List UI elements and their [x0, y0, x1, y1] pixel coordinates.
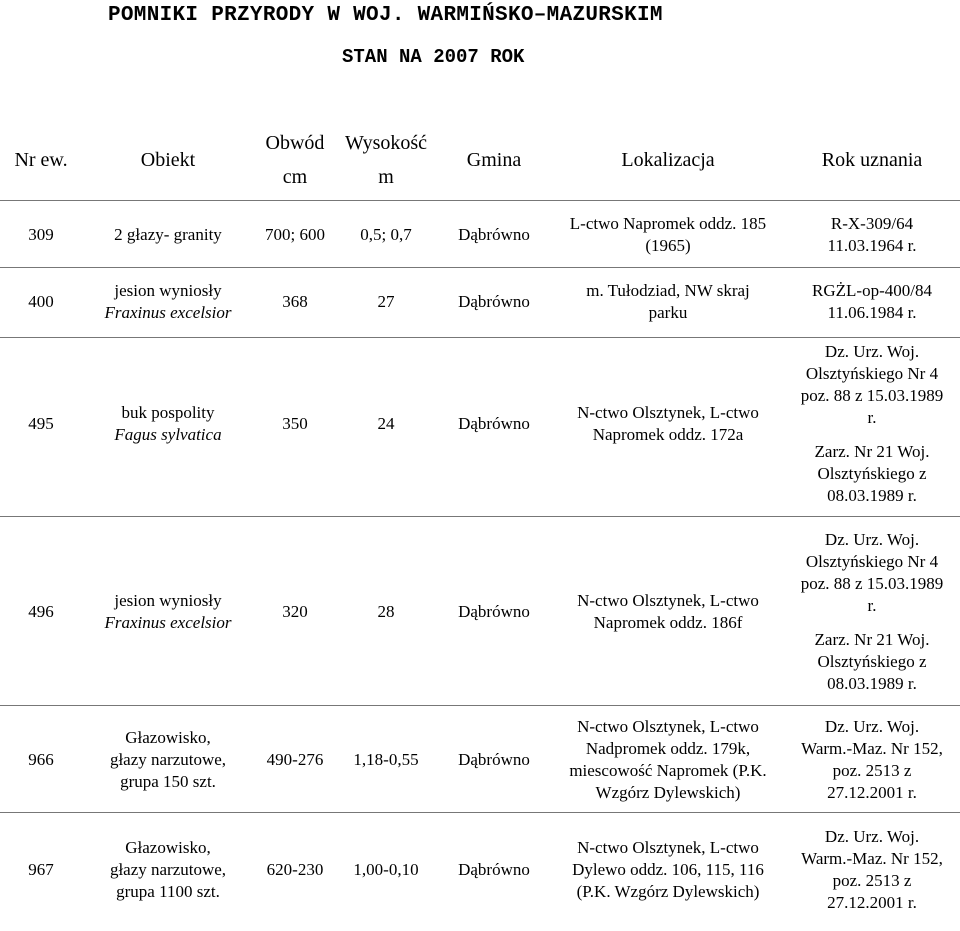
row-divider — [0, 337, 960, 338]
cell-text: N-ctwo Olsztynek, L-ctwo — [577, 591, 759, 610]
cell-text: 700; 600 — [265, 225, 325, 244]
cell-text: R-X-309/64 — [830, 214, 914, 233]
cell-text: głazy narzutowe, — [109, 860, 227, 879]
cell-text: Dz. Urz. Woj. — [824, 717, 920, 736]
cell-text: poz. 2513 z — [832, 761, 912, 780]
cell-text: r. — [867, 596, 877, 615]
cell-lokalizacja — [552, 712, 784, 808]
cell-text: 27.12.2001 r. — [827, 893, 917, 912]
cell-text: (1965) — [645, 236, 691, 255]
cell-text: Dz. Urz. Woj. — [824, 530, 920, 549]
header-text: cm — [282, 166, 308, 188]
cell-wysokosc — [336, 712, 436, 808]
cell-text: 11.03.1964 r. — [827, 236, 917, 255]
cell-text: 320 — [282, 602, 308, 621]
latin-name: Fraxinus excelsior — [104, 613, 232, 632]
row-divider — [0, 267, 960, 268]
cell-text: 08.03.1989 r. — [827, 674, 917, 693]
cell-lokalizacja — [552, 818, 784, 922]
cell-obiekt — [82, 270, 254, 334]
cell-text: Dąbrówno — [458, 414, 530, 433]
header-wysokosc — [336, 122, 436, 198]
cell-obwod — [254, 712, 336, 808]
cell-text: 620-230 — [266, 860, 324, 879]
cell-gmina — [436, 712, 552, 808]
header-obiekt — [82, 122, 254, 198]
header-text: Gmina — [466, 149, 522, 171]
cell-wysokosc — [336, 340, 436, 508]
cell-rok — [784, 340, 960, 508]
cell-wysokosc — [336, 205, 436, 265]
cell-text: 11.06.1984 r. — [827, 303, 917, 322]
cell-text: 1,18-0,55 — [353, 750, 419, 769]
cell-text: Nadpromek oddz. 179k, — [585, 739, 751, 758]
cell-lokalizacja — [552, 270, 784, 334]
cell-text: 27.12.2001 r. — [827, 783, 917, 802]
cell-text: Dz. Urz. Woj. — [824, 827, 920, 846]
cell-text: Zarz. Nr 21 Woj. — [814, 442, 930, 461]
cell-text: 490-276 — [266, 750, 324, 769]
cell-obwod — [254, 525, 336, 699]
header-text: Obwód — [265, 132, 325, 154]
cell-text: Warm.-Maz. Nr 152, — [801, 849, 943, 868]
cell-text: Dąbrówno — [458, 602, 530, 621]
header-text: m — [378, 166, 394, 188]
row-divider — [0, 200, 960, 201]
latin-name: Fraxinus excelsior — [104, 303, 232, 322]
cell-text: głazy narzutowe, — [109, 750, 227, 769]
cell-text: poz. 2513 z — [832, 871, 912, 890]
row-divider — [0, 812, 960, 813]
cell-text: parku — [648, 303, 688, 322]
cell-text: Dąbrówno — [458, 860, 530, 879]
cell-text: Napromek oddz. 186f — [593, 613, 743, 632]
cell-nr — [0, 818, 82, 922]
cell-text: 08.03.1989 r. — [827, 486, 917, 505]
cell-text: 400 — [28, 292, 54, 311]
cell-rok — [784, 270, 960, 334]
header-lokalizacja — [552, 122, 784, 198]
cell-text: Dylewo oddz. 106, 115, 116 — [572, 860, 764, 879]
header-gmina — [436, 122, 552, 198]
header-text: Obiekt — [140, 149, 196, 171]
cell-text: 27 — [377, 292, 395, 311]
cell-text: RGŻL-op-400/84 — [812, 281, 932, 300]
cell-gmina — [436, 525, 552, 699]
cell-wysokosc — [336, 818, 436, 922]
cell-obiekt — [82, 712, 254, 808]
cell-text: Dąbrówno — [458, 750, 530, 769]
cell-text: 368 — [282, 292, 308, 311]
cell-text: Napromek oddz. 172a — [592, 425, 744, 444]
cell-text: buk pospolity — [121, 403, 215, 422]
cell-lokalizacja — [552, 205, 784, 265]
cell-nr — [0, 340, 82, 508]
cell-text: poz. 88 z 15.03.1989 — [800, 574, 944, 593]
cell-text: Olsztyńskiego z — [817, 464, 927, 483]
cell-obiekt — [82, 340, 254, 508]
cell-obiekt — [82, 818, 254, 922]
document-subtitle: STAN NA 2007 ROK — [342, 46, 525, 68]
cell-obwod — [254, 205, 336, 265]
cell-wysokosc — [336, 525, 436, 699]
cell-text: jesion wyniosły — [114, 281, 222, 300]
cell-text: Zarz. Nr 21 Woj. — [814, 630, 930, 649]
cell-text: grupa 1100 szt. — [116, 882, 220, 901]
cell-obwod — [254, 270, 336, 334]
cell-text: grupa 150 szt. — [120, 772, 216, 791]
cell-text: 1,00-0,10 — [353, 860, 419, 879]
cell-text: 309 — [28, 225, 54, 244]
cell-text: Wzgórz Dylewskich) — [595, 783, 741, 802]
cell-nr — [0, 525, 82, 699]
cell-text: 0,5; 0,7 — [360, 225, 412, 244]
cell-wysokosc — [336, 270, 436, 334]
cell-text: Olsztyńskiego z — [817, 652, 927, 671]
cell-rok — [784, 525, 960, 699]
cell-gmina — [436, 205, 552, 265]
latin-name: Fagus sylvatica — [114, 425, 222, 444]
cell-text: (P.K. Wzgórz Dylewskich) — [576, 882, 760, 901]
cell-obiekt — [82, 205, 254, 265]
cell-text: Dąbrówno — [458, 225, 530, 244]
cell-text: Olsztyńskiego Nr 4 — [805, 552, 939, 571]
cell-text: 495 — [28, 414, 54, 433]
cell-rok — [784, 712, 960, 808]
cell-lokalizacja — [552, 340, 784, 508]
cell-gmina — [436, 818, 552, 922]
cell-text: 967 — [28, 860, 54, 879]
cell-obiekt — [82, 525, 254, 699]
cell-text: m. Tułodziad, NW skraj — [586, 281, 750, 300]
cell-text: Olsztyńskiego Nr 4 — [805, 364, 939, 383]
cell-text: Głazowisko, — [125, 728, 211, 747]
cell-lokalizacja — [552, 525, 784, 699]
cell-text: Warm.-Maz. Nr 152, — [801, 739, 943, 758]
cell-obwod — [254, 340, 336, 508]
cell-nr — [0, 205, 82, 265]
header-obwod — [254, 122, 336, 198]
header-text: Lokalizacja — [621, 149, 715, 171]
header-nr — [0, 122, 82, 198]
cell-text: 350 — [282, 414, 308, 433]
document-title: POMNIKI PRZYRODY W WOJ. WARMIŃSKO–MAZURSKIM — [108, 4, 663, 27]
header-text: Nr ew. — [14, 149, 68, 171]
cell-obwod — [254, 818, 336, 922]
cell-text: jesion wyniosły — [114, 591, 222, 610]
cell-text: miescowość Napromek (P.K. — [569, 761, 767, 780]
header-text: Rok uznania — [821, 149, 923, 171]
cell-text: 24 — [377, 414, 395, 433]
cell-nr — [0, 712, 82, 808]
row-divider — [0, 516, 960, 517]
cell-text: Głazowisko, — [125, 838, 211, 857]
cell-text: 2 głazy- granity — [114, 225, 222, 244]
cell-text: N-ctwo Olsztynek, L-ctwo — [577, 717, 759, 736]
cell-text: Dąbrówno — [458, 292, 530, 311]
cell-text: N-ctwo Olsztynek, L-ctwo — [577, 838, 759, 857]
cell-gmina — [436, 340, 552, 508]
cell-text: poz. 88 z 15.03.1989 — [800, 386, 944, 405]
cell-text: 496 — [28, 602, 54, 621]
cell-text: L-ctwo Napromek oddz. 185 — [569, 214, 767, 233]
header-rok — [784, 122, 960, 198]
cell-rok — [784, 205, 960, 265]
cell-text: N-ctwo Olsztynek, L-ctwo — [577, 403, 759, 422]
cell-text: 28 — [377, 602, 395, 621]
cell-text: r. — [867, 408, 877, 427]
cell-text: Dz. Urz. Woj. — [824, 342, 920, 361]
cell-gmina — [436, 270, 552, 334]
header-text: Wysokość — [344, 132, 428, 154]
cell-text: 966 — [28, 750, 54, 769]
row-divider — [0, 705, 960, 706]
cell-rok — [784, 818, 960, 922]
cell-nr — [0, 270, 82, 334]
